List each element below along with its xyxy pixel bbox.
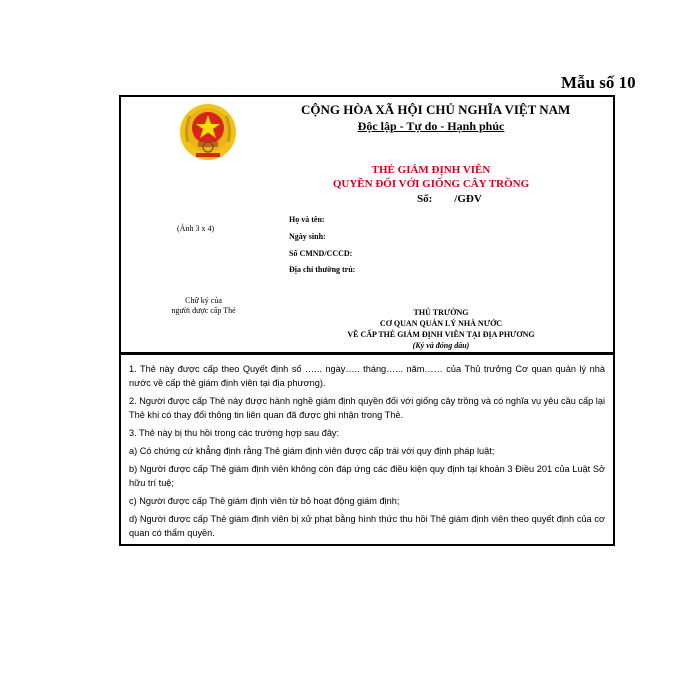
country-name: CỘNG HÒA XÃ HỘI CHỦ NGHĨA VIỆT NAM bbox=[301, 102, 571, 117]
date-of-birth-field: Ngày sinh: bbox=[289, 232, 326, 241]
national-motto: Độc lập - Tự do - Hạnh phúc bbox=[357, 119, 505, 133]
signer-title: THỦ TRƯỞNG bbox=[413, 308, 469, 317]
card-back bbox=[119, 353, 615, 546]
vietnam-national-emblem-icon bbox=[178, 102, 238, 162]
back-item-1: 1. Thẻ này được cấp theo Quyết định số …... ngày….. tháng…... năm…… của Thủ trưởng Cơ quan quản lý nhà nước về cấp thẻ giám định viên tại địa phương). bbox=[129, 364, 605, 388]
form-number: Mẫu số 10 bbox=[561, 73, 636, 92]
signer-note: (Ký và đóng dấu) bbox=[412, 341, 470, 350]
full-name-field: Họ và tên: bbox=[289, 215, 325, 224]
address-field: Địa chỉ thường trú: bbox=[289, 265, 356, 274]
card-title-line-1: THẺ GIÁM ĐỊNH VIÊN bbox=[371, 164, 491, 176]
holder-signature-line-1: Chữ ký của bbox=[185, 296, 222, 305]
holder-signature-line-2: người được cấp Thẻ bbox=[171, 306, 236, 315]
card-title-line-2: QUYỀN ĐỐI VỚI GIỐNG CÂY TRỒNG bbox=[332, 178, 530, 190]
back-item-2: 2. Người được cấp Thẻ này được hành nghề giám định quyền đối với giống cây trồng và có nghĩa vụ yêu cầu cấp lại Thẻ khi có thay đổi thông tin liên quan đã được ghi nhận trong Thẻ. bbox=[129, 396, 605, 420]
back-item-3: 3. Thẻ này bị thu hồi trong các trường hợp sau đây: bbox=[129, 428, 340, 438]
photo-placeholder: (Ảnh 3 x 4) bbox=[177, 224, 215, 233]
signer-agency-scope: VỀ CẤP THẺ GIÁM ĐỊNH VIÊN TẠI ĐỊA PHƯƠNG bbox=[347, 330, 535, 339]
card-number: Số: /GĐV bbox=[417, 193, 482, 205]
card-title bbox=[301, 163, 561, 191]
back-item-3b: b) Người được cấp Thẻ giám định viên không còn đáp ứng các điều kiện quy định tại khoản 3 Điều 201 của Luật Sở hữu trí tuệ; bbox=[129, 464, 605, 488]
signer-block bbox=[301, 307, 581, 351]
signer-agency: CƠ QUAN QUẢN LÝ NHÀ NƯỚC bbox=[379, 319, 503, 328]
back-item-3a: a) Có chứng cứ khẳng định rằng Thẻ giám định viên được cấp trái với quy định pháp luật; bbox=[129, 446, 495, 456]
holder-signature-label bbox=[151, 296, 256, 316]
back-item-3d: d) Người được cấp Thẻ giám định viên bị xử phạt bằng hình thức thu hồi Thẻ giám định viên theo quyết định của cơ quan có thẩm quyền. bbox=[129, 514, 605, 538]
card-front bbox=[119, 95, 615, 354]
id-number-field: Số CMND/CCCD: bbox=[289, 249, 353, 258]
back-item-3c: c) Người được cấp Thẻ giám định viên từ bỏ hoạt động giám định; bbox=[129, 496, 400, 506]
